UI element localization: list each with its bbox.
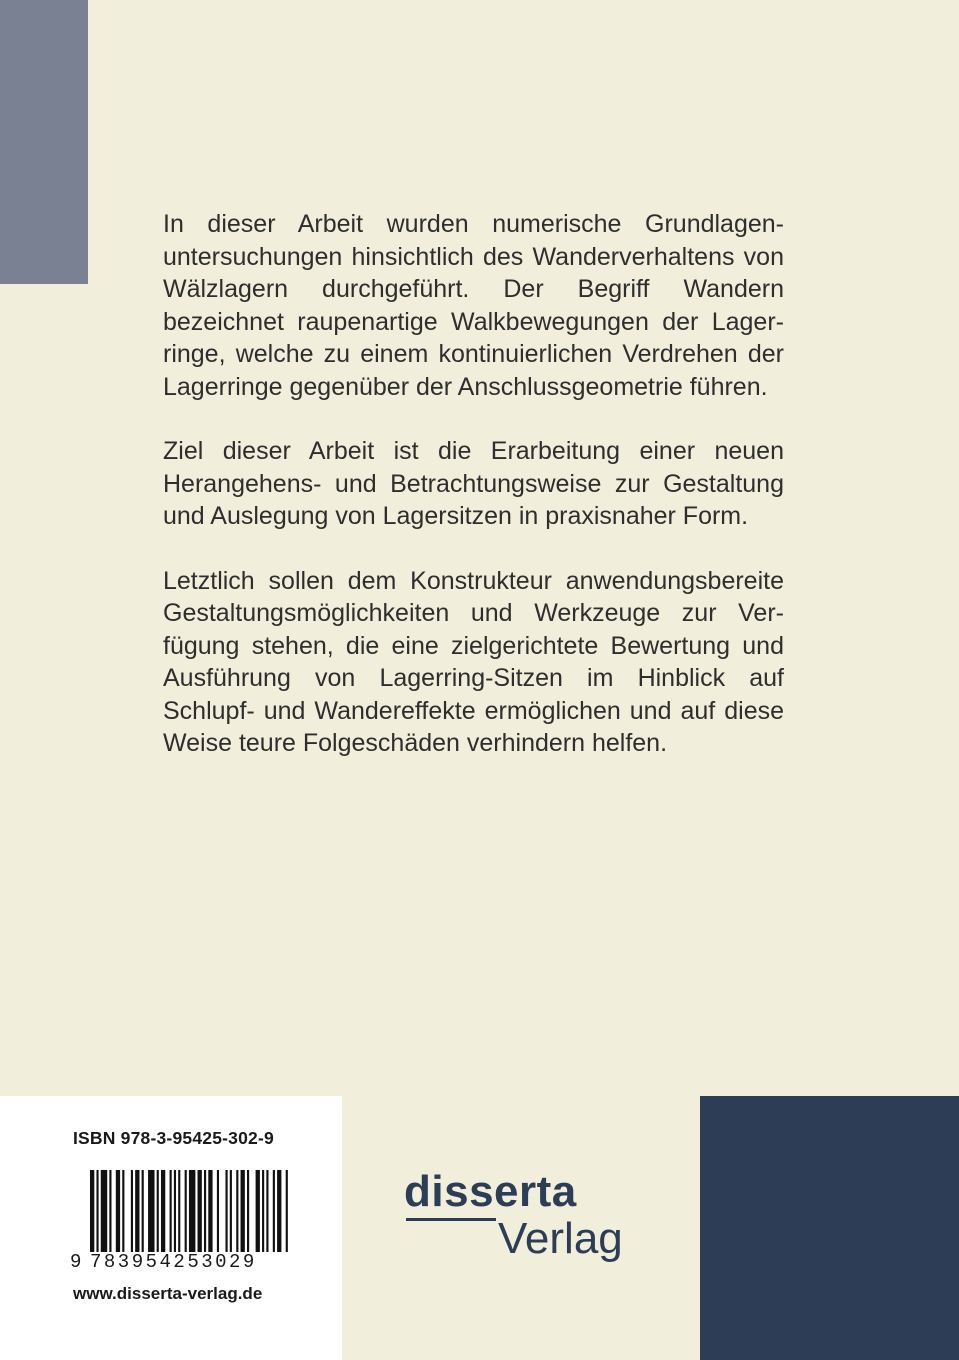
barcode-bar — [185, 1170, 187, 1252]
blurb-line: Lagerringe gegenüber der Anschlussgeometrie führen. — [163, 372, 768, 401]
barcode-bar — [96, 1170, 98, 1252]
back-cover-blurb — [163, 208, 784, 792]
barcode-bar — [116, 1170, 120, 1252]
barcode-bar — [225, 1170, 227, 1252]
barcode-bar — [198, 1170, 202, 1252]
barcode-bar — [247, 1170, 249, 1252]
barcode-bar — [277, 1170, 281, 1252]
logo-word-verlag: Verlag — [498, 1214, 623, 1263]
cover-gray-tab — [0, 0, 88, 284]
blurb-line: In dieser Arbeit wurden numerische Grundlagen- — [163, 210, 784, 238]
blurb-line: und Auslegung von Lagersitzen in praxisnaher Form. — [163, 502, 749, 530]
barcode-bar — [122, 1170, 124, 1252]
blurb-line: untersuchungen hinsichtlich des Wanderverhaltens von — [163, 242, 784, 271]
blurb-line: Letztlich sollen dem Konstrukteur anwendungsbereite — [163, 566, 784, 595]
barcode-bar — [256, 1170, 260, 1252]
barcode-bar — [142, 1170, 144, 1252]
barcode-bar — [170, 1170, 172, 1252]
publisher-logo — [404, 1167, 654, 1280]
barcode-bar — [208, 1170, 212, 1252]
barcode-bar — [131, 1170, 133, 1252]
barcode-bar — [217, 1170, 219, 1252]
barcode-bar — [101, 1170, 107, 1252]
barcode-bar — [178, 1170, 180, 1252]
navy-corner-block — [700, 1096, 959, 1360]
blurb-line: ringe, welche zu einem kontinuierlichen Verdrehen der — [163, 340, 784, 368]
blurb-line: Herangehens- und Betrachtungsweise zur Gestaltung — [163, 469, 784, 498]
blurb-line: Weise teure Folgeschäden verhindern helfen. — [163, 729, 668, 757]
barcode-bar — [189, 1170, 195, 1252]
barcode-bar — [230, 1170, 232, 1252]
blurb-line: Gestaltungsmöglichkeiten und Werkzeuge zur Ver- — [163, 599, 784, 627]
blurb-line: Wälzlagern durchgeführt. Der Begriff Wandern — [163, 275, 784, 303]
barcode-bar — [148, 1170, 154, 1252]
barcode-bar — [204, 1170, 206, 1252]
isbn-label: ISBN 978-3-95425-302-9 — [73, 1128, 274, 1148]
blurb-line: Schlupf- und Wandereffekte ermöglichen und auf diese — [163, 696, 784, 725]
barcode-bar — [109, 1170, 111, 1252]
barcode-bar — [266, 1170, 268, 1252]
blurb-paragraph-1 — [163, 208, 784, 403]
barcode-bar — [135, 1170, 139, 1252]
blurb-paragraph-2 — [163, 435, 784, 533]
barcode-bar — [241, 1170, 245, 1252]
barcode-first-digit: 9 — [70, 1251, 82, 1273]
barcode-bar — [157, 1170, 159, 1252]
barcode-bar — [273, 1170, 275, 1252]
barcode-bar — [236, 1170, 238, 1252]
barcode-bar — [90, 1170, 94, 1252]
blurb-line: Ziel dieser Arbeit ist die Erarbeitung einer neuen — [163, 437, 784, 465]
barcode-bar — [262, 1170, 264, 1252]
logo-rule — [406, 1218, 496, 1221]
barcode-digits: 783954253029 — [90, 1251, 257, 1273]
barcode-bar — [286, 1170, 288, 1252]
barcode-bar — [161, 1170, 165, 1252]
barcode-icon — [90, 1170, 290, 1252]
blurb-line: bezeichnet raupenartige Walkbewegungen der Lager- — [163, 307, 784, 336]
logo-word-disserta: disserta — [404, 1167, 577, 1216]
blurb-paragraph-3 — [163, 565, 784, 760]
blurb-line: Ausführung von Lagerring-Sitzen im Hinblick auf — [163, 664, 784, 692]
blurb-line: fügung stehen, die eine zielgerichtete Bewertung und — [163, 631, 784, 660]
barcode-bar — [174, 1170, 176, 1252]
publisher-website: www.disserta-verlag.de — [73, 1284, 263, 1303]
